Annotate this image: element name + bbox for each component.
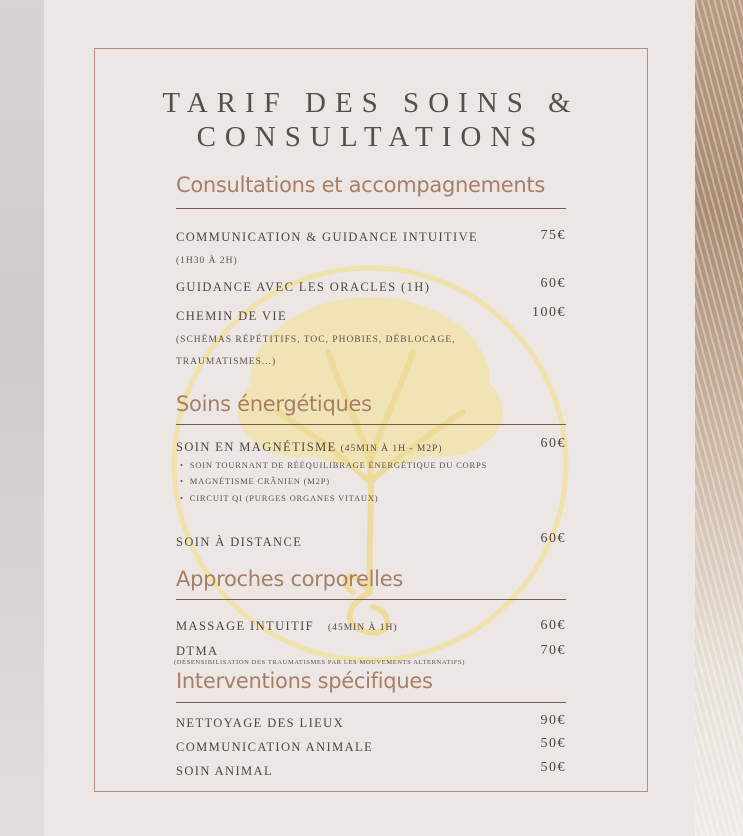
- item-note: (1H30 À 2H): [176, 256, 238, 266]
- item-price: 60€: [540, 276, 566, 291]
- item-price: 100€: [532, 305, 566, 320]
- item-price: 50€: [540, 736, 566, 751]
- section-heading-consultations: Consultations et accompagnements: [176, 173, 545, 197]
- item-price: 60€: [540, 436, 566, 451]
- item-price: 70€: [540, 643, 566, 658]
- item-label: GUIDANCE AVEC LES ORACLES (1H): [176, 280, 431, 294]
- item-price: 60€: [540, 531, 566, 546]
- item-label-text: MASSAGE INTUITIF: [176, 619, 315, 633]
- item-price: 50€: [540, 760, 566, 775]
- item-label: COMMUNICATION & GUIDANCE INTUITIVE: [176, 230, 479, 244]
- item-duration: (45MIN À 1H - M2P): [340, 444, 443, 454]
- item-label: SOIN À DISTANCE: [176, 535, 303, 549]
- divider: [176, 599, 566, 600]
- item-label: CHEMIN DE VIE: [176, 309, 288, 323]
- item-note: TRAUMATISMES...): [176, 357, 277, 367]
- page-title-line-1: TARIF DES SOINS &: [162, 87, 580, 119]
- divider: [176, 208, 566, 209]
- divider: [176, 702, 566, 703]
- item-label: [176, 440, 443, 455]
- section-heading-corporelles: Approches corporelles: [176, 567, 403, 591]
- bullet-item: • CIRCUIT QI (PURGES ORGANES VITAUX): [180, 493, 378, 503]
- item-price: 90€: [540, 713, 566, 728]
- section-heading-soins: Soins énergétiques: [176, 392, 372, 416]
- item-label-text: SOIN EN MAGNÉTISME: [176, 440, 337, 454]
- item-note: (SCHÉMAS RÉPÉTITIFS, TOC, PHOBIES, DÉBLOCAGE,: [176, 335, 456, 345]
- item-label: [176, 619, 398, 634]
- item-price: 75€: [540, 228, 566, 243]
- item-label: NETTOYAGE DES LIEUX: [176, 716, 345, 730]
- background-left: [0, 0, 44, 836]
- bullet-item: • MAGNÉTISME CRÂNIEN (M2P): [180, 476, 330, 486]
- section-heading-specifiques: Interventions spécifiques: [176, 669, 433, 693]
- background-feathers: [695, 0, 743, 836]
- item-label: COMMUNICATION ANIMALE: [176, 740, 374, 754]
- item-duration: (45MIN À 1H): [328, 623, 398, 633]
- item-label: SOIN ANIMAL: [176, 764, 273, 778]
- item-label: DTMA: [176, 644, 219, 658]
- bullet-item: • SOIN TOURNANT DE RÉÉQUILIBRAGE ÉNERGÉTIQUE DU CORPS: [180, 460, 487, 470]
- divider: [176, 424, 566, 425]
- page-title-line-2: CONSULTATIONS: [196, 121, 546, 153]
- item-note: (DÉSENSIBILISATION DES TRAUMATISMES PAR LES MOUVEMENTS ALTERNATIFS): [174, 659, 465, 666]
- item-price: 60€: [540, 618, 566, 633]
